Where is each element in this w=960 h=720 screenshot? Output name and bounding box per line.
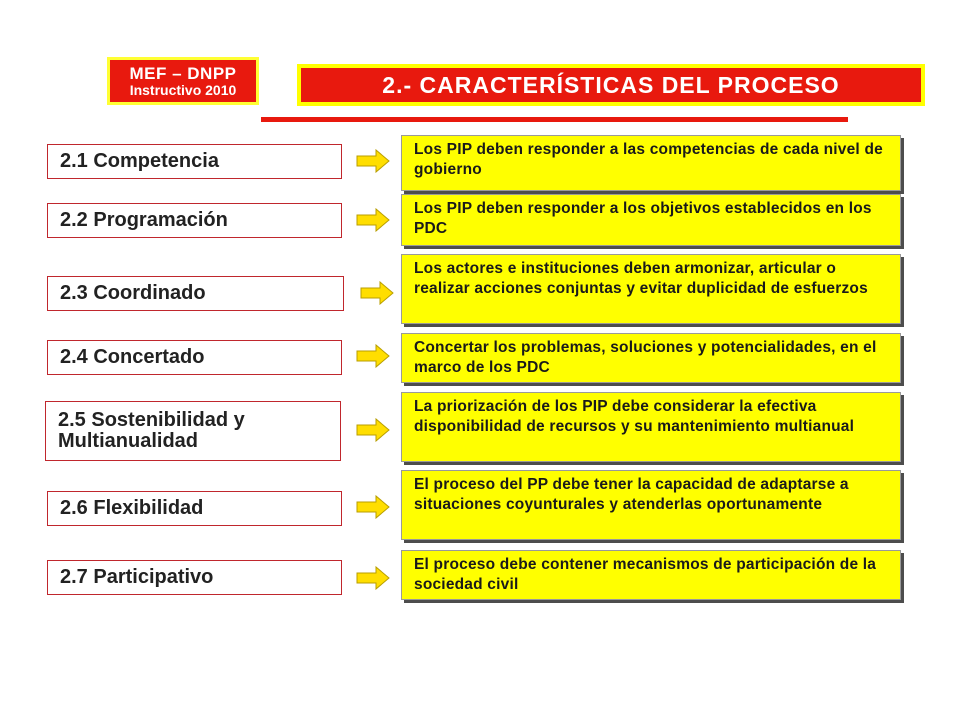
item-description-competencia: Los PIP deben responder a las competencias de cada nivel de gobierno xyxy=(401,135,901,191)
item-label-coordinado: 2.3 Coordinado xyxy=(47,276,344,311)
badge-doc: Instructivo 2010 xyxy=(129,81,237,98)
mef-dnpp-badge xyxy=(107,57,259,105)
item-label-programacion: 2.2 Programación xyxy=(47,203,342,238)
page-title-box xyxy=(297,64,925,106)
right-arrow-icon xyxy=(356,495,390,519)
right-arrow-icon xyxy=(356,344,390,368)
item-description-sostenibilidad: La priorización de los PIP debe considerar la efectiva disponibilidad de recursos y su mantenimiento multianual xyxy=(401,392,901,462)
right-arrow-icon xyxy=(356,418,390,442)
badge-org: MEF – DNPP xyxy=(129,63,237,83)
right-arrow-icon xyxy=(356,149,390,173)
page-title: 2.- CARACTERÍSTICAS DEL PROCESO xyxy=(301,68,921,102)
item-label-flexibilidad: 2.6 Flexibilidad xyxy=(47,491,342,526)
badge-inner xyxy=(110,60,256,102)
item-label-concertado: 2.4 Concertado xyxy=(47,340,342,375)
item-description-flexibilidad: El proceso del PP debe tener la capacidad de adaptarse a situaciones coyunturales y atenderlas oportunamente xyxy=(401,470,901,540)
item-description-participativo: El proceso debe contener mecanismos de participación de la sociedad civil xyxy=(401,550,901,600)
right-arrow-icon xyxy=(360,281,394,305)
item-description-coordinado: Los actores e instituciones deben armonizar, articular o realizar acciones conjuntas y evitar duplicidad de esfuerzos xyxy=(401,254,901,324)
title-underline xyxy=(261,117,848,122)
item-description-concertado: Concertar los problemas, soluciones y potencialidades, en el marco de los PDC xyxy=(401,333,901,383)
item-label-competencia: 2.1 Competencia xyxy=(47,144,342,179)
item-label-sostenibilidad: 2.5 Sostenibilidad y Multianualidad xyxy=(45,401,341,461)
right-arrow-icon xyxy=(356,208,390,232)
right-arrow-icon xyxy=(356,566,390,590)
item-label-participativo: 2.7 Participativo xyxy=(47,560,342,595)
item-description-programacion: Los PIP deben responder a los objetivos establecidos en los PDC xyxy=(401,194,901,246)
